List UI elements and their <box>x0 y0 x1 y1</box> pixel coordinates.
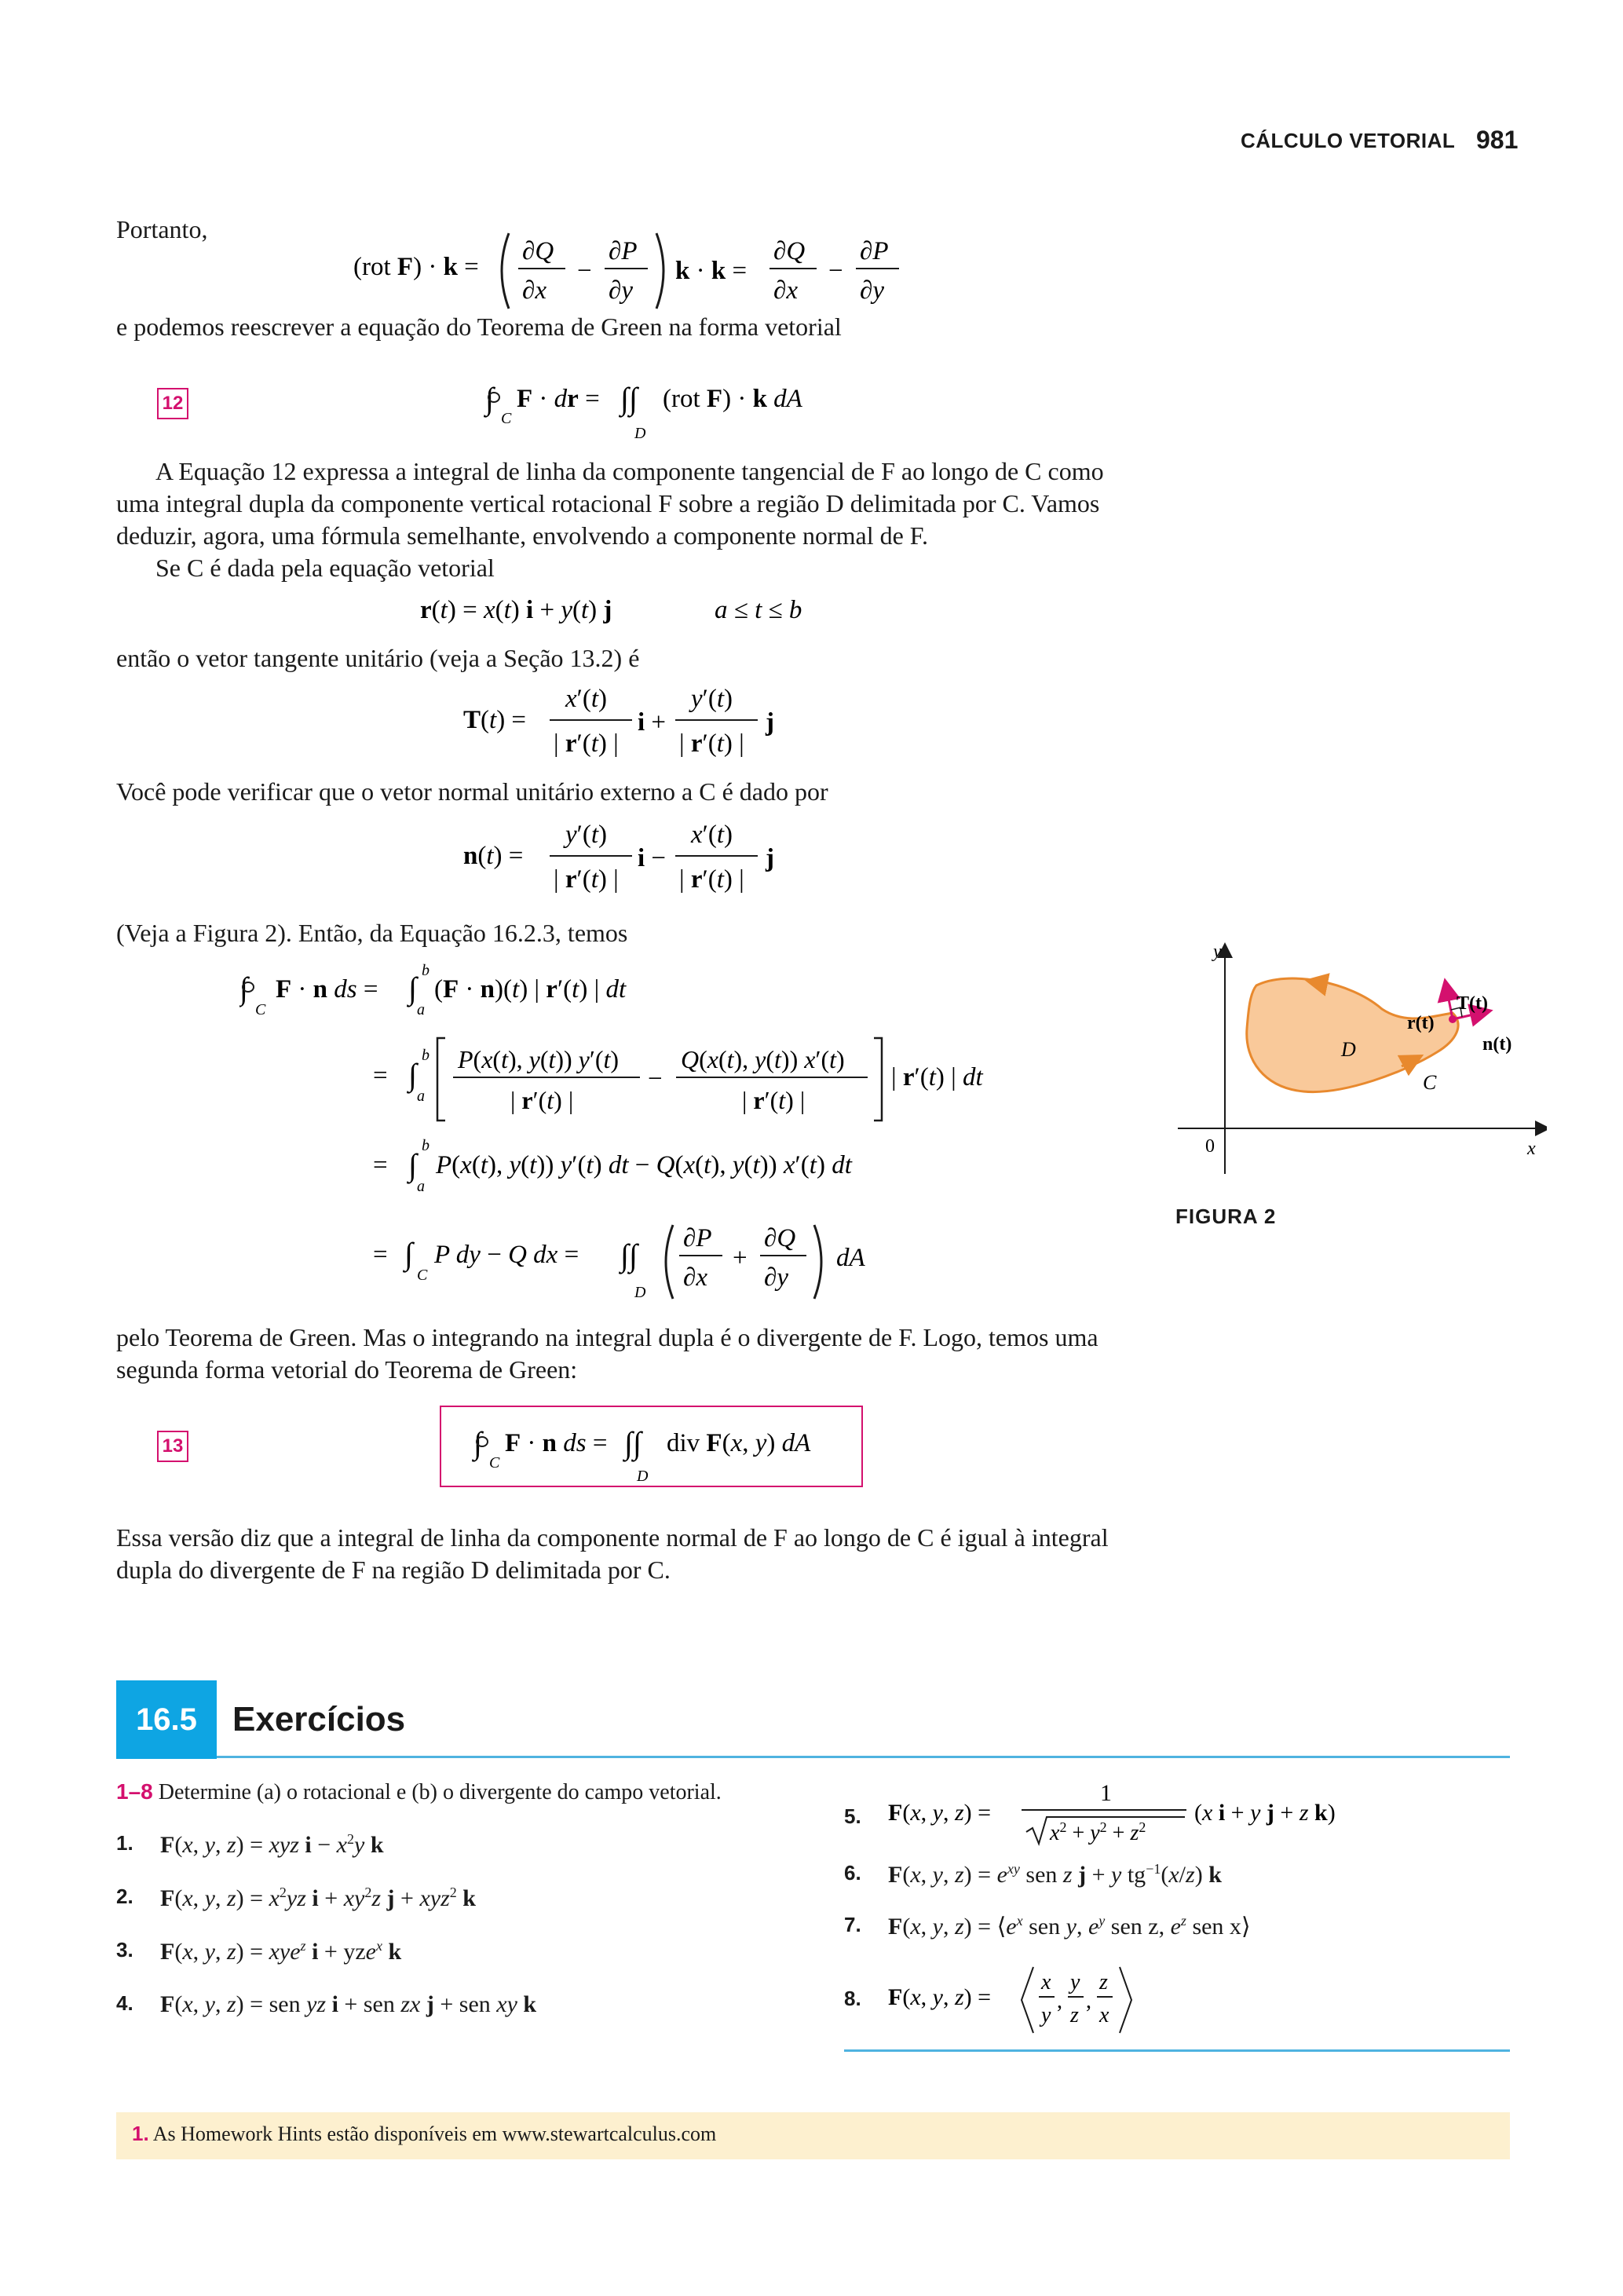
svg-text:x′(t): x′(t) <box>565 685 608 713</box>
svg-text:P dy − Q dx =: P dy − Q dx = <box>434 1241 579 1269</box>
footnote-number: 1. <box>132 2122 149 2145</box>
svg-text:∂x: ∂x <box>522 276 546 305</box>
paragraph-equacao-12: A Equação 12 expressa a integral de linha da componente tangencial de F ao longo de C como uma integral dupla da componente vertical rotacional F sobre a região D delimitada por C. Vamos deduzir, agora, uma fórmula semelhante, envolvendo a componente normal de F. <box>116 457 1104 550</box>
svg-text:−: − <box>648 1065 663 1093</box>
exercises-range: 1–8 <box>116 1779 153 1804</box>
svg-text:=: = <box>373 1062 388 1090</box>
svg-text:∂y: ∂y <box>860 276 884 305</box>
exercise-number: 2. <box>116 1885 133 1908</box>
svg-text:x′(t): x′(t) <box>691 821 733 849</box>
exercises-instruction: Determine (a) o rotacional e (b) o divergente do campo vetorial. <box>158 1780 722 1804</box>
svg-text:∂P: ∂P <box>609 237 638 265</box>
svg-text:i −: i − <box>638 844 667 872</box>
svg-text:a ≤ t ≤ b: a ≤ t ≤ b <box>715 596 802 624</box>
svg-text:,: , <box>1057 1989 1062 2013</box>
svg-text:z: z <box>1099 1970 1108 1994</box>
svg-text:x: x <box>1041 1970 1051 1994</box>
svg-text:=: = <box>373 1241 388 1269</box>
svg-text:∂Q: ∂Q <box>773 237 806 265</box>
axis-label-x: x <box>1527 1139 1536 1159</box>
paragraph-normal-unitario: Você pode verificar que o vetor normal unitário externo a C é dado por <box>116 777 828 806</box>
paragraph-essa-versao: Essa versão diz que a integral de linha da componente normal de F ao longo de C é igual à integral dupla do divergente de F na região D delimitada por C. <box>116 1523 1109 1584</box>
svg-text:k · k =: k · k = <box>675 257 748 285</box>
svg-text:∫: ∫ <box>408 1147 417 1183</box>
equation-r-of-t <box>420 590 844 637</box>
svg-text:−: − <box>577 257 592 285</box>
svg-text:b: b <box>422 1137 430 1154</box>
equation-13 <box>467 1410 852 1492</box>
svg-text:| r′(t) |: | r′(t) | <box>742 1086 806 1114</box>
svg-text:b: b <box>422 962 430 979</box>
svg-text:| r′(t) |: | r′(t) | <box>679 865 744 894</box>
exercise-number: 3. <box>116 1938 133 1961</box>
svg-text:+: + <box>733 1244 748 1272</box>
svg-text:| r′(t) | dt: | r′(t) | dt <box>891 1063 983 1091</box>
svg-text:j: j <box>766 708 774 737</box>
svg-text:=: = <box>373 1151 388 1179</box>
svg-text:∂y: ∂y <box>609 276 633 305</box>
svg-text:a: a <box>417 1178 425 1195</box>
svg-text:∂P: ∂P <box>683 1224 712 1252</box>
exercise-number: 1. <box>116 1831 133 1855</box>
svg-text:r(t) = x(t) i + y(t) j: r(t) = x(t) i + y(t) j <box>420 596 612 624</box>
paragraph-teorema-green: pelo Teorema de Green. Mas o integrando na integral dupla é o divergente de F. Logo, temos uma segunda forma vetorial do Teorema de Green: <box>116 1323 1098 1384</box>
axis-label-y: y <box>1213 941 1222 962</box>
paragraph-tangente: então o vetor tangente unitário (veja a Seção 13.2) é <box>116 644 640 672</box>
running-header: CÁLCULO VETORIAL <box>1241 129 1456 152</box>
equation-T-of-t <box>463 677 793 770</box>
equation-n-of-t <box>463 813 793 906</box>
svg-text:F · n ds =: F · n ds = <box>505 1429 608 1457</box>
svg-text:y′(t): y′(t) <box>565 821 608 849</box>
label-n-of-t: n(t) <box>1482 1034 1512 1055</box>
svg-text:−: − <box>828 257 843 285</box>
svg-text:a: a <box>417 1088 425 1105</box>
page-number: 981 <box>1476 126 1519 154</box>
section-rule <box>217 1756 1510 1758</box>
paragraph-veja-figura: (Veja a Figura 2). Então, da Equação 16.2.3, temos <box>116 919 628 947</box>
section-title: Exercícios <box>232 1700 406 1738</box>
svg-text:∫: ∫ <box>239 971 248 1006</box>
svg-text:F(x, y, z) =: F(x, y, z) = <box>888 1984 992 2010</box>
label-r-of-t: r(t) <box>1407 1013 1435 1033</box>
svg-text:T(t) =: T(t) = <box>463 706 527 734</box>
svg-text:∫∫: ∫∫ <box>620 381 638 416</box>
footnote-text: As Homework Hints estão disponíveis em www.stewartcalculus.com <box>152 2122 717 2145</box>
curve-label-C: C <box>1423 1071 1437 1094</box>
figure-caption: FIGURA 2 <box>1175 1205 1277 1228</box>
svg-text:∂Q: ∂Q <box>522 237 554 265</box>
svg-text:∫: ∫ <box>485 381 494 416</box>
svg-text:C: C <box>417 1267 428 1284</box>
paragraph-se-c: Se C é dada pela equação vetorial <box>155 554 495 582</box>
svg-text:y: y <box>1070 1970 1080 1994</box>
svg-text:(rot F) · k dA: (rot F) · k dA <box>663 385 802 413</box>
svg-text:∂y: ∂y <box>764 1263 788 1292</box>
exercise-number: 4. <box>116 1991 133 2015</box>
exercise-number: 6. <box>844 1861 861 1885</box>
svg-text:x2 + y2 + z2: $x^2 + y^2 + z^2$ <box>1050 1819 1146 1845</box>
svg-text:∫: ∫ <box>408 971 417 1006</box>
svg-text:∫: ∫ <box>408 1057 417 1092</box>
section-number: 16.5 <box>116 1680 217 1759</box>
svg-text:∂Q: ∂Q <box>764 1224 796 1252</box>
svg-text:div F(x, y) dA: div F(x, y) dA <box>667 1429 811 1457</box>
svg-text:y′(t): y′(t) <box>691 685 733 713</box>
figure-2 <box>1170 938 1547 1174</box>
point-r-of-t <box>1449 1015 1457 1023</box>
svg-text:C: C <box>489 1454 500 1472</box>
svg-text:| r′(t) |: | r′(t) | <box>554 729 619 758</box>
svg-text:P(x(t), y(t)) y′(t): P(x(t), y(t)) y′(t) <box>458 1045 620 1073</box>
svg-text:b: b <box>422 1047 430 1064</box>
svg-text:z: z <box>1070 2003 1079 2027</box>
paragraph-portanto: Portanto, <box>116 215 208 243</box>
svg-text:| r′(t) |: | r′(t) | <box>679 729 744 758</box>
svg-text:(x i + y j + z k): (x i + y j + z k) <box>1194 1800 1336 1826</box>
equation-label-13: 13 <box>157 1431 188 1462</box>
svg-text:C: C <box>255 1001 266 1018</box>
svg-text:P(x(t), y(t)) y′(t) dt − Q(x(t: P(x(t), y(t)) y′(t) dt − Q(x(t), y(t)) x′(t) dt <box>436 1151 852 1179</box>
svg-text:dA: dA <box>836 1244 865 1272</box>
svg-text:(rot F) · k =: (rot F) · k = <box>353 253 479 281</box>
svg-text:i +: i + <box>638 708 667 737</box>
exercises-bottom-rule <box>844 2049 1510 2052</box>
equation-12 <box>479 366 840 452</box>
exercise-number: 7. <box>844 1913 861 1936</box>
svg-text:D: D <box>634 425 646 442</box>
svg-text:∂P: ∂P <box>860 237 889 265</box>
svg-text:| r′(t) |: | r′(t) | <box>554 865 619 894</box>
svg-text:∂x: ∂x <box>773 276 798 305</box>
label-T-of-t: T(t) <box>1457 993 1488 1014</box>
footnote-bar <box>116 2112 1510 2159</box>
svg-text:j: j <box>766 844 774 872</box>
svg-text:y: y <box>1041 2003 1051 2027</box>
exercise-number: 8. <box>844 1987 861 2010</box>
origin-label: 0 <box>1205 1136 1215 1157</box>
svg-text:∫: ∫ <box>404 1236 413 1271</box>
svg-text:∫∫: ∫∫ <box>620 1238 638 1273</box>
svg-text:F · n ds =: F · n ds = <box>276 975 378 1004</box>
svg-text:(F · n)(t) | r′(t) | dt: (F · n)(t) | r′(t) | dt <box>434 975 627 1004</box>
svg-text:1: 1 <box>1100 1781 1112 1806</box>
svg-text:| r′(t) |: | r′(t) | <box>510 1086 574 1114</box>
svg-text:F · dr =: F · dr = <box>517 385 600 413</box>
svg-text:∫∫: ∫∫ <box>624 1425 642 1461</box>
svg-text:∂x: ∂x <box>683 1263 707 1292</box>
svg-text:Q(x(t), y(t)) x′(t): Q(x(t), y(t)) x′(t) <box>681 1045 845 1073</box>
exercises-intro <box>116 1779 722 1805</box>
curve-arrow-top <box>1316 982 1324 984</box>
equation-rot-dot-k <box>353 224 919 325</box>
svg-text:x: x <box>1099 2003 1109 2027</box>
exercise-number: 5. <box>844 1804 861 1828</box>
equation-label-12: 12 <box>157 388 188 419</box>
paragraph-reescrever: e podemos reescrever a equação do Teorema de Green na forma vetorial <box>116 313 842 341</box>
svg-text:F(x, y, z) =: F(x, y, z) = <box>888 1800 992 1826</box>
equation-derivation <box>239 960 1025 1312</box>
svg-text:D: D <box>634 1284 646 1301</box>
svg-text:,: , <box>1086 1989 1091 2013</box>
svg-text:a: a <box>417 1001 425 1018</box>
svg-text:C: C <box>501 410 512 427</box>
svg-text:n(t) =: n(t) = <box>463 842 524 870</box>
svg-text:∫: ∫ <box>473 1425 482 1461</box>
region-label-D: D <box>1341 1038 1356 1061</box>
svg-text:D: D <box>637 1468 649 1485</box>
